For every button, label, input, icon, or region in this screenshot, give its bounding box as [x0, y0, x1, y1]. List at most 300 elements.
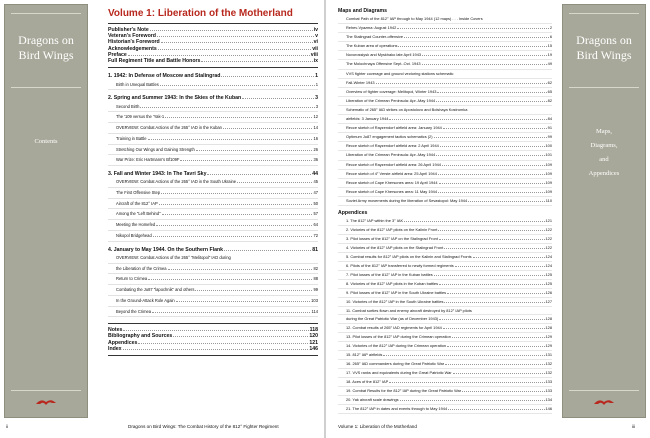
section-entry-page: 114 — [311, 308, 318, 314]
appendix-entry-page: 122 — [545, 226, 552, 232]
map-entry-title: Recce sketch of Cape Khersones area: 19 April 1944 — [346, 179, 438, 185]
appendix-entry-page: 122 — [545, 235, 552, 241]
section-entry — [108, 80, 318, 91]
map-entry — [338, 170, 552, 179]
map-entry — [338, 24, 552, 33]
front-matter-entry-page: vii — [312, 45, 318, 52]
dot-leader — [443, 125, 547, 129]
appendix-entry-title: 9. Pilot losses of the 812° IAP in the South Ukraine battles — [346, 289, 447, 295]
appendix-entry — [338, 351, 552, 360]
appendix-entry — [338, 396, 552, 405]
dot-leader — [404, 34, 549, 38]
dot-leader — [473, 254, 545, 258]
map-entry — [338, 188, 552, 197]
appendix-entry — [338, 298, 552, 307]
dot-leader — [176, 298, 310, 302]
dot-leader — [434, 134, 547, 138]
back-matter-entry — [108, 346, 318, 352]
dot-leader — [376, 80, 547, 84]
appendix-entry-title: 19. Combat Results for the 812° IAP during the Great Patriotic War — [346, 388, 462, 394]
appendix-entry-page: 131 — [545, 352, 552, 358]
dot-leader — [400, 397, 545, 401]
front-matter-entry-title: Full Regiment Title and Battle Honors — [108, 58, 201, 65]
appendix-entry-page: 122 — [545, 244, 552, 250]
map-entry-page: 91 — [547, 125, 552, 131]
map-entry — [338, 60, 552, 69]
appendix-entry-title: 3. Pilot losses of the 812° IAP on the Stalingrad Front — [346, 235, 438, 241]
dot-leader — [447, 343, 544, 347]
section-entry-page: 1 — [315, 81, 318, 87]
appendix-entry — [338, 262, 552, 271]
section-entry-title: War Prize: Eric Hartmann's Bf109F — [116, 157, 180, 163]
appendix-entry — [338, 235, 552, 244]
dot-leader — [140, 104, 314, 108]
dot-leader — [224, 247, 311, 251]
sidebar-rule — [11, 390, 81, 391]
map-entry — [338, 42, 552, 51]
map-entry — [338, 197, 552, 206]
appendix-entry-title: 1. The 812° IAP within the 3° IAK — [346, 217, 404, 223]
section-entry-title: Among the "Left Behind" — [116, 211, 161, 217]
dragon-logo-icon — [35, 397, 57, 407]
appendix-entry-title: 5. Combat results for 812° IAP pilots on the Kalinin and Stalingrad Fronts — [346, 253, 472, 259]
appendix-entry-page: 125 — [545, 280, 552, 286]
section-entry-title: The First Offensive Step — [116, 190, 161, 196]
section-entry-page: 14 — [313, 125, 318, 131]
section-entry — [108, 307, 318, 318]
sidebar-subtitle: Maps, Diagrams, and Appendices — [588, 128, 620, 177]
map-entry-title: Liberation of the Crimean Peninsula: Apr.-May 1944 — [346, 152, 436, 158]
volume-title: Volume 1: Liberation of the Motherland — [108, 8, 293, 19]
dot-leader — [404, 218, 544, 222]
dot-leader — [161, 39, 313, 43]
back-matter-entry-page: 121 — [309, 339, 318, 346]
map-entry-title: Fall-Winter 1943 — [346, 79, 375, 85]
dot-leader — [159, 201, 313, 205]
section-entry-title: OVERVIEW: Combat Actions of the 265° IAD in the South Ukraine — [116, 179, 237, 185]
back-matter-entry-page: 146 — [309, 345, 318, 352]
dot-leader — [152, 309, 310, 313]
dot-leader — [462, 388, 544, 392]
dot-leader — [150, 27, 313, 31]
chapter-entry-page: 1 — [315, 73, 318, 80]
back-matter-entry-title: Notes — [108, 327, 123, 334]
map-entry — [338, 133, 552, 142]
appendix-entry-title: 16. 265° IAD commanders during the Great Patriotic War — [346, 361, 445, 367]
map-entry-title: Recce sketch of 4° Verste airfield area: 25 April 1944 — [346, 170, 437, 176]
section-entry-page: 36 — [313, 157, 318, 163]
dot-leader — [444, 299, 544, 303]
appendix-entry-title: during the Great Patriotic War (as of December 1943) — [346, 316, 439, 322]
map-entry-page: 6 — [549, 34, 552, 40]
dot-leader — [383, 352, 544, 356]
dot-leader — [468, 108, 551, 111]
dot-leader — [439, 236, 545, 240]
map-entry — [338, 15, 552, 24]
section-entry-page: 99 — [313, 287, 318, 293]
section-entry-page: 103 — [311, 297, 318, 303]
section-entry-page: 16 — [313, 135, 318, 141]
appendix-entry-title: 8. Victories of the 812° IAP pilots in the Kuban battles — [346, 280, 439, 286]
appendix-entry-title: 20. Yak aircraft scale drawings — [346, 397, 399, 403]
sidebar-rule — [11, 13, 81, 14]
map-entry — [338, 79, 552, 88]
map-entry-title: Recce sketch of Rayzendorf airfield area: January 1944 — [346, 125, 442, 131]
dot-leader — [448, 406, 544, 410]
dot-leader — [162, 211, 313, 215]
dot-leader — [439, 316, 544, 320]
appendix-entry-title: 18. Aces of the 812° IAP — [346, 379, 389, 385]
appendix-entry-page: 132 — [545, 361, 552, 367]
map-entry-title: Optimum Ju87 engagement tactics schematics (2) — [346, 134, 433, 140]
left-sidebar — [4, 4, 88, 418]
appendix-entry-title: 14. Victories of the 812° IAP during the Crimean operation — [346, 343, 447, 349]
map-entry-title: VVS fighter coverage and ground vectoring stations schematic — [346, 70, 454, 76]
map-entry — [338, 142, 552, 151]
dot-leader — [153, 233, 313, 237]
appendix-entry-page: 126 — [545, 289, 552, 295]
dot-leader — [440, 143, 545, 147]
map-entry-page: 84 — [547, 116, 552, 122]
section-entry — [108, 102, 318, 113]
front-matter-entry-page: viii — [310, 51, 318, 58]
section-rule — [108, 355, 318, 356]
map-entry-page: 15 — [547, 43, 552, 49]
dot-leader — [128, 52, 310, 56]
section-entry — [108, 155, 318, 166]
chapter-entry-page: 81 — [312, 246, 318, 253]
dot-leader — [168, 266, 313, 270]
section-entry-title: OVERVIEW: Combat Actions of the 265° "Melitopol" IAD during — [116, 254, 231, 260]
chapter-entry-title: 2. Spring and Summer 1943: In the Skies of the Kuban — [108, 95, 242, 102]
front-matter-entry-page: iv — [313, 27, 318, 33]
map-entry-title: Rehev-Vyazma: August 1942 — [346, 25, 397, 31]
appendix-entry — [338, 405, 552, 414]
appendix-entry — [338, 244, 552, 253]
section-entry-title: Stretching Our Wings and Gaining Strength — [116, 146, 195, 152]
appendix-entry-title: 17. VVS ranks and equivalents during the Great Patriotic War — [346, 370, 452, 376]
back-matter-entry-title: Index — [108, 345, 122, 352]
dot-leader — [157, 33, 314, 37]
right-page-number: iii — [632, 424, 636, 429]
map-entry-title: airfields: 3 January 1944 — [346, 116, 389, 122]
section-entry-title: Second Birth — [116, 103, 140, 109]
map-entry — [338, 161, 552, 170]
section-entry — [108, 112, 318, 123]
map-entry-title: Soviet Army movements during the liberation of Sevastopol: May 1944 — [346, 197, 468, 203]
dot-leader — [160, 82, 315, 86]
map-entry-page: 19 — [547, 52, 552, 58]
left-running-title: Dragons on Bird Wings: The Combat History of the 812° Fighter Regiment — [128, 424, 279, 429]
section-entry-title: Combating the Ju87 "lapochnik" and others — [116, 287, 195, 293]
front-matter-entry-page: ix — [313, 58, 318, 65]
right-running-title: Volume 1: Liberation of the Motherland — [338, 424, 417, 429]
dot-leader — [158, 46, 312, 50]
appendix-entry-title: 13. Pilot losses of the 812° IAP during the Crimean operation — [346, 334, 451, 340]
dot-leader — [438, 189, 545, 193]
sidebar-title: Dragons on Bird Wings — [576, 33, 632, 62]
sidebar-rule — [11, 87, 81, 88]
map-entry — [338, 106, 552, 115]
map-entry-page: 109 — [545, 170, 552, 176]
dot-leader — [237, 179, 312, 183]
appendix-entry-page: 129 — [545, 334, 552, 340]
back-matter-list — [108, 327, 318, 352]
map-entry-page: 109 — [545, 161, 552, 167]
map-entry-title: Recce sketch of Rayzendorf airfield area: 2 April 1944 — [346, 143, 439, 149]
dot-leader — [455, 72, 552, 75]
chapter-entry-title: 1. 1942: In Defense of Moscow and Stalingrad — [108, 73, 221, 80]
appendix-entry — [338, 342, 552, 351]
dot-leader — [148, 276, 312, 280]
map-entry-title: Recce sketch of Rayzendorf airfield area: 26 April 1944 — [346, 161, 441, 167]
front-matter-entry-page: vi — [313, 39, 318, 46]
front-matter-entry-title: Preface — [108, 51, 127, 58]
appendix-entry-title: 2. Victories of the 812° IAP pilots on the Kalinin Front — [346, 226, 438, 232]
maps-heading: Maps and Diagrams — [338, 8, 388, 14]
page-gutter — [324, 0, 326, 438]
dot-leader — [434, 272, 545, 276]
appendix-entry-title: 7. Pilot losses of the 812° IAP in the Kuban battles — [346, 271, 433, 277]
appendix-entry-title: 12. Combat results of 265° IAD regiments for April 1944 — [346, 325, 442, 331]
map-entry-page: 110 — [545, 197, 552, 203]
appendix-entry-page: 121 — [545, 217, 552, 223]
appendix-entry-page: 132 — [545, 370, 552, 376]
dot-leader — [161, 190, 312, 194]
section-entry — [108, 296, 318, 307]
dot-leader — [443, 325, 545, 329]
section-entry-title: Aircraft of the 812° IAP — [116, 200, 158, 206]
map-entry-title: The Stalingrad Counter-offensive — [346, 34, 404, 40]
back-matter-entry-page: 118 — [309, 327, 318, 334]
dot-leader — [195, 287, 312, 291]
back-matter-entry-title: Bibliography and Sources — [108, 333, 173, 340]
dot-leader — [207, 171, 311, 175]
map-entry-page: 2 — [549, 25, 552, 31]
appendix-entry — [338, 387, 552, 396]
section-entry — [108, 209, 318, 220]
front-matter-entry-title: Acknowledgements — [108, 45, 157, 52]
dot-leader — [156, 222, 312, 226]
chapter-entry-title: 4. January to May 1944. On the Southern Flank — [108, 246, 224, 253]
section-entry-page: 57 — [313, 211, 318, 217]
chapter-entry-page: 44 — [312, 170, 318, 177]
dot-leader — [438, 227, 544, 231]
section-entry — [108, 220, 318, 231]
front-matter-entry-title: Publisher's Note — [108, 27, 149, 33]
section-entry-title: OVERVIEW: Combat Actions of the 265° IAD in the Kuban — [116, 125, 222, 131]
dot-leader — [436, 152, 544, 156]
appendix-entry — [338, 333, 552, 342]
front-matter-entry-title: Veteran's Foreword — [108, 33, 156, 40]
section-entry — [108, 285, 318, 296]
appendix-entry-title: 15. 812° IAP airfields — [346, 352, 383, 358]
map-entry-page: 101 — [545, 152, 552, 158]
appendix-entry-page: 129 — [545, 343, 552, 349]
sidebar-title: Dragons on Bird Wings — [18, 33, 74, 62]
dot-leader — [484, 17, 551, 20]
map-entry — [338, 33, 552, 42]
map-entry — [338, 51, 552, 60]
map-entry-title: Liberation of the Crimean Peninsula: Apr.-May 1944 — [346, 97, 436, 103]
map-entry — [338, 124, 552, 133]
back-matter-entry-title: Appendices — [108, 339, 138, 346]
section-entry-page: 47 — [313, 190, 318, 196]
dragon-logo-icon — [593, 397, 615, 407]
dot-leader — [445, 361, 544, 365]
section-entry-title: Nikopol Bridgehead — [116, 232, 152, 238]
appendices-heading: Appendices — [338, 209, 368, 216]
section-entry-title: the Liberation of the Crimea — [116, 265, 167, 271]
appendix-entry-title: 11. Combat sorties flown and enemy aircraft destroyed by 812° IAP pilots — [346, 307, 472, 313]
section-entry-title: Training in Battle — [116, 135, 147, 141]
map-entry — [338, 97, 552, 106]
map-entry-page: 82 — [547, 97, 552, 103]
dot-leader — [232, 256, 317, 259]
section-entry — [108, 274, 318, 285]
appendix-entry-title: 4. Victories of the 812° IAP pilots on the Stalingrad Front — [346, 244, 444, 250]
sidebar-rule — [569, 87, 639, 88]
section-entry-title: In the Ground-Attack Role Again — [116, 297, 175, 303]
section-entry — [108, 188, 318, 199]
front-matter-entry-title: Historian's Foreword — [108, 39, 160, 46]
map-entry — [338, 88, 552, 97]
appendix-entry — [338, 271, 552, 280]
chapters-list — [108, 73, 318, 317]
appendix-entry-title: 6. Pilots of the 812° IAP transferred to newly formed regiments — [346, 262, 454, 268]
back-matter-entry-page: 120 — [309, 333, 318, 340]
section-entry-page: 64 — [313, 222, 318, 228]
map-entry-title: Combat Path of the 812° IAP through to May 1944 (12 maps) . . . Inside Covers — [346, 16, 483, 21]
front-matter-entry — [108, 58, 318, 64]
left-page-number: ii — [6, 424, 9, 429]
section-entry-title: The '109 versus the 'Yak-1 — [116, 114, 165, 120]
map-entry-title: Novorossiysk and Myskhako late April 1943 — [346, 52, 422, 58]
section-entry — [108, 199, 318, 210]
dot-leader — [438, 171, 545, 175]
section-entry-page: 82 — [313, 265, 318, 271]
map-entry-title: Schematic of 265° IAD strikes on Apostolovo and Bolshaya Kostromka — [346, 106, 468, 112]
dot-leader — [389, 379, 544, 383]
appendix-entry-page: 146 — [545, 405, 552, 411]
dot-leader — [437, 89, 546, 93]
section-rule — [108, 323, 318, 324]
dot-leader — [173, 333, 308, 337]
appendix-entry-page: 133 — [545, 388, 552, 394]
section-entry-title: Meeting the Homefed — [116, 222, 156, 228]
sidebar-subtitle: Contents — [34, 138, 58, 145]
map-entry — [338, 179, 552, 188]
appendices-list — [338, 217, 552, 414]
appendix-entry — [338, 324, 552, 333]
dot-leader — [453, 370, 545, 374]
dot-leader — [455, 263, 545, 267]
dot-leader — [452, 334, 545, 338]
appendix-entry-page: 128 — [545, 325, 552, 331]
front-matter-entry-page: v — [315, 33, 318, 40]
dot-leader — [397, 25, 549, 29]
front-matter-list — [108, 27, 318, 64]
right-sidebar — [562, 4, 646, 418]
appendix-entry — [338, 360, 552, 369]
map-entry-title: Overview of fighter coverage: Melitopol, Winter 1943 — [346, 88, 437, 94]
dot-leader — [422, 52, 547, 56]
sidebar-rule — [569, 390, 639, 391]
appendix-entry — [338, 226, 552, 235]
section-entry-title: Return to Crimea — [116, 276, 148, 282]
section-entry-page: 3 — [315, 103, 318, 109]
appendix-entry-title: 10. Victories of the 812° IAP in the South Ukraine battles — [346, 298, 444, 304]
appendix-entry-page: 134 — [545, 397, 552, 403]
dot-leader — [123, 346, 309, 350]
map-entry — [338, 70, 552, 79]
map-entry-page: 62 — [547, 79, 552, 85]
dot-leader — [223, 125, 313, 129]
section-entry — [108, 177, 318, 188]
dot-leader — [447, 290, 544, 294]
dot-leader — [439, 180, 545, 184]
appendix-entry — [338, 217, 552, 226]
section-entry — [108, 264, 318, 275]
dot-leader — [436, 98, 547, 102]
map-entry — [338, 151, 552, 160]
map-entry-page: 109 — [545, 179, 552, 185]
section-entry — [108, 123, 318, 134]
dot-leader — [148, 136, 313, 140]
section-entry — [108, 145, 318, 156]
maps-list — [338, 15, 552, 206]
dot-leader — [242, 95, 314, 99]
map-entry-page: 100 — [545, 143, 552, 149]
appendix-entry — [338, 253, 552, 262]
map-entry-title: The Molochnaya Offensive Sept.-Oct. 1943 — [346, 61, 421, 67]
section-entry-page: 88 — [313, 276, 318, 282]
map-entry-page: 99 — [547, 134, 552, 140]
appendix-entry-page: 124 — [545, 262, 552, 268]
appendix-entry — [338, 307, 552, 316]
section-entry-title: Birth in Unequal Battles — [116, 81, 159, 87]
dot-leader — [439, 281, 544, 285]
dot-leader — [389, 116, 546, 120]
dot-leader — [422, 61, 547, 65]
appendix-entry-page: 125 — [545, 271, 552, 277]
title-rule — [108, 23, 318, 24]
section-entry-title: Beyond the Crimea — [116, 308, 152, 314]
dot-leader — [473, 309, 551, 312]
section-entry-page: 26 — [313, 146, 318, 152]
map-entry-page: 49 — [547, 61, 552, 67]
section-rule — [108, 67, 318, 68]
appendix-entry-page: 133 — [545, 379, 552, 385]
dot-leader — [165, 114, 312, 118]
appendix-entry — [338, 289, 552, 298]
section-entry — [108, 253, 318, 264]
section-entry — [108, 134, 318, 145]
dot-leader — [138, 340, 308, 344]
section-entry — [108, 231, 318, 242]
sidebar-rule — [569, 13, 639, 14]
dot-leader — [221, 73, 314, 77]
appendix-entry — [338, 315, 552, 324]
dot-leader — [123, 327, 308, 331]
chapter-entry-title: 3. Fall and Winter 1943: In The Tavri Sky — [108, 170, 207, 177]
section-entry-page: 50 — [313, 200, 318, 206]
map-entry-page: 65 — [547, 88, 552, 94]
maps-appendices-column — [338, 8, 552, 414]
chapter-entry-page: 3 — [315, 95, 318, 102]
section-entry-page: 45 — [313, 179, 318, 185]
map-entry-title: The Kuban area of operations — [346, 43, 398, 49]
